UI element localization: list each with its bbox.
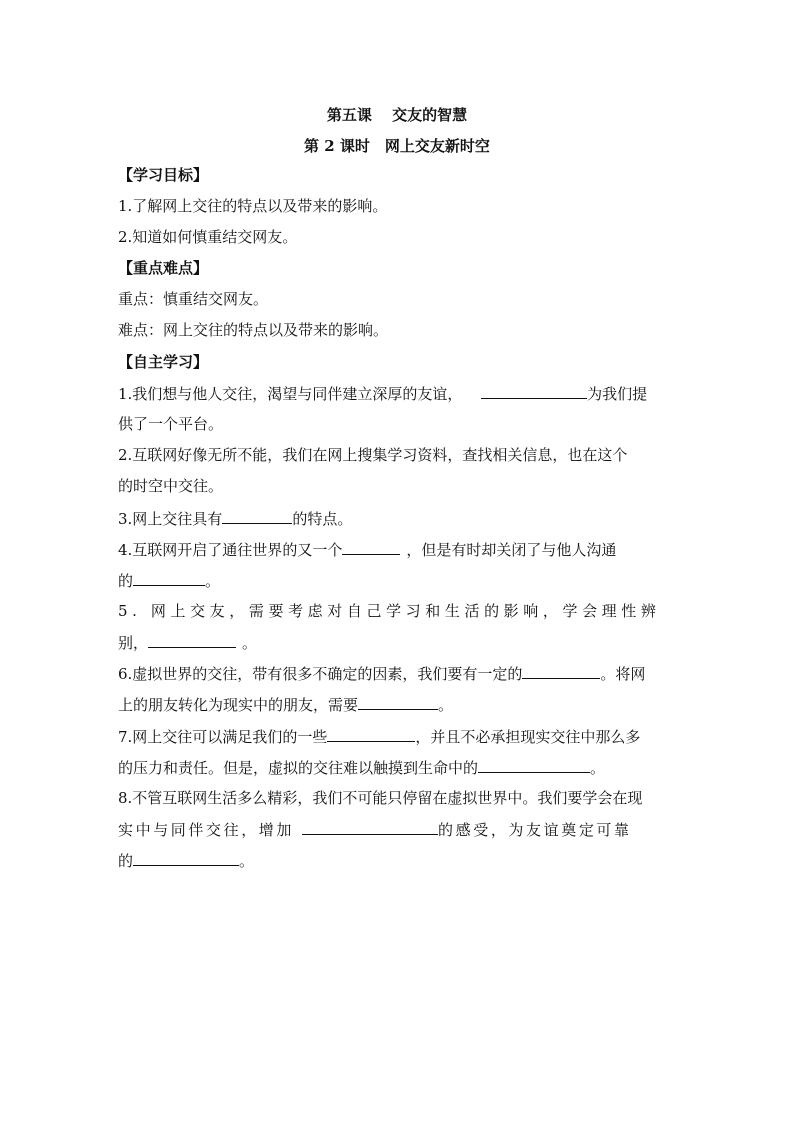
question-text: 上的朋友转化为现实中的朋友，需要 bbox=[118, 696, 359, 714]
question-3 bbox=[118, 508, 674, 529]
question-4-line-1 bbox=[118, 539, 674, 560]
answer-blank[interactable] bbox=[133, 850, 239, 866]
question-text: 实中与同伴交往，增加 bbox=[118, 821, 295, 839]
goal-item-2: 2.知道如何慎重结交网友。 bbox=[118, 228, 298, 246]
question-5-line-1: 5. 网上交友，需要考虑对自己学习和生活的影响，学会理性辨 bbox=[118, 602, 661, 620]
question-8-line-1: 8.不管互联网生活多么精彩，我们不可能只停留在虚拟世界中。我们要学会在现 bbox=[118, 789, 643, 807]
question-7-line-1 bbox=[118, 726, 674, 747]
question-6-line-1 bbox=[118, 663, 674, 684]
question-1-line-1 bbox=[118, 383, 674, 404]
lesson-title: 第五课 交友的智慧 bbox=[326, 106, 468, 124]
question-text: 6.虚拟世界的交往，带有很多不确定的因素，我们要有一定的 bbox=[118, 665, 523, 683]
question-2-line-2: 的时空中交往。 bbox=[118, 477, 224, 495]
question-text: 的压力和责任。但是，虚拟的交往难以触摸到生命中的 bbox=[118, 759, 479, 777]
question-4-line-2 bbox=[118, 570, 674, 591]
question-text: 3.网上交往具有 bbox=[118, 510, 223, 528]
question-text: 。 bbox=[438, 696, 454, 714]
question-text: 的 bbox=[118, 852, 134, 870]
question-text: 。 bbox=[242, 634, 258, 652]
question-8-line-3 bbox=[118, 850, 674, 871]
question-6-line-2 bbox=[118, 694, 674, 715]
question-8-line-2 bbox=[118, 819, 674, 840]
question-2-line-1: 2.互联网好像无所不能，我们在网上搜集学习资料，查找相关信息，也在这个 bbox=[118, 446, 628, 464]
question-text: 的特点。 bbox=[292, 510, 353, 528]
answer-blank[interactable] bbox=[133, 570, 205, 586]
answer-blank[interactable] bbox=[522, 663, 600, 679]
question-text: 。 bbox=[239, 852, 255, 870]
answer-blank[interactable] bbox=[222, 508, 292, 524]
question-text: 7.网上交往可以满足我们的一些 bbox=[118, 728, 328, 746]
answer-blank[interactable] bbox=[478, 757, 590, 773]
question-text: 。 bbox=[205, 572, 221, 590]
question-7-line-2 bbox=[118, 757, 674, 778]
question-text: 。将网 bbox=[600, 665, 646, 683]
self-study-heading: 【自主学习】 bbox=[118, 353, 209, 371]
answer-blank[interactable] bbox=[148, 632, 236, 648]
question-text: 别， bbox=[118, 634, 149, 652]
question-5-line-2 bbox=[118, 632, 674, 653]
question-text: 的 bbox=[118, 572, 134, 590]
question-1-line-2: 供了一个平台。 bbox=[118, 415, 224, 433]
answer-blank[interactable] bbox=[302, 819, 438, 835]
question-text: 的感受，为友谊奠定可靠 bbox=[438, 821, 632, 839]
goals-heading: 【学习目标】 bbox=[118, 166, 209, 184]
question-text: 1.我们想与他人交往，渴望与同伴建立深厚的友谊， bbox=[118, 385, 463, 403]
goal-item-1: 1.了解网上交往的特点以及带来的影响。 bbox=[118, 197, 388, 215]
question-text: 为我们提 bbox=[587, 385, 648, 403]
difficulty-point: 难点：网上交往的特点以及带来的影响。 bbox=[118, 321, 389, 339]
key-heading: 【重点难点】 bbox=[118, 259, 209, 277]
answer-blank[interactable] bbox=[342, 539, 400, 555]
question-text: ，但是有时却关闭了与他人沟通 bbox=[406, 541, 617, 559]
answer-blank[interactable] bbox=[327, 726, 415, 742]
key-point: 重点：慎重结交网友。 bbox=[118, 290, 269, 308]
question-text: ，并且不必承担现实交往中那么多 bbox=[415, 728, 641, 746]
lesson-subtitle: 第 2 课时 网上交友新时空 bbox=[304, 137, 490, 155]
question-text: 。 bbox=[590, 759, 606, 777]
answer-blank[interactable] bbox=[481, 383, 587, 399]
question-text: 4.互联网开启了通往世界的又一个 bbox=[118, 541, 343, 559]
answer-blank[interactable] bbox=[358, 694, 438, 710]
